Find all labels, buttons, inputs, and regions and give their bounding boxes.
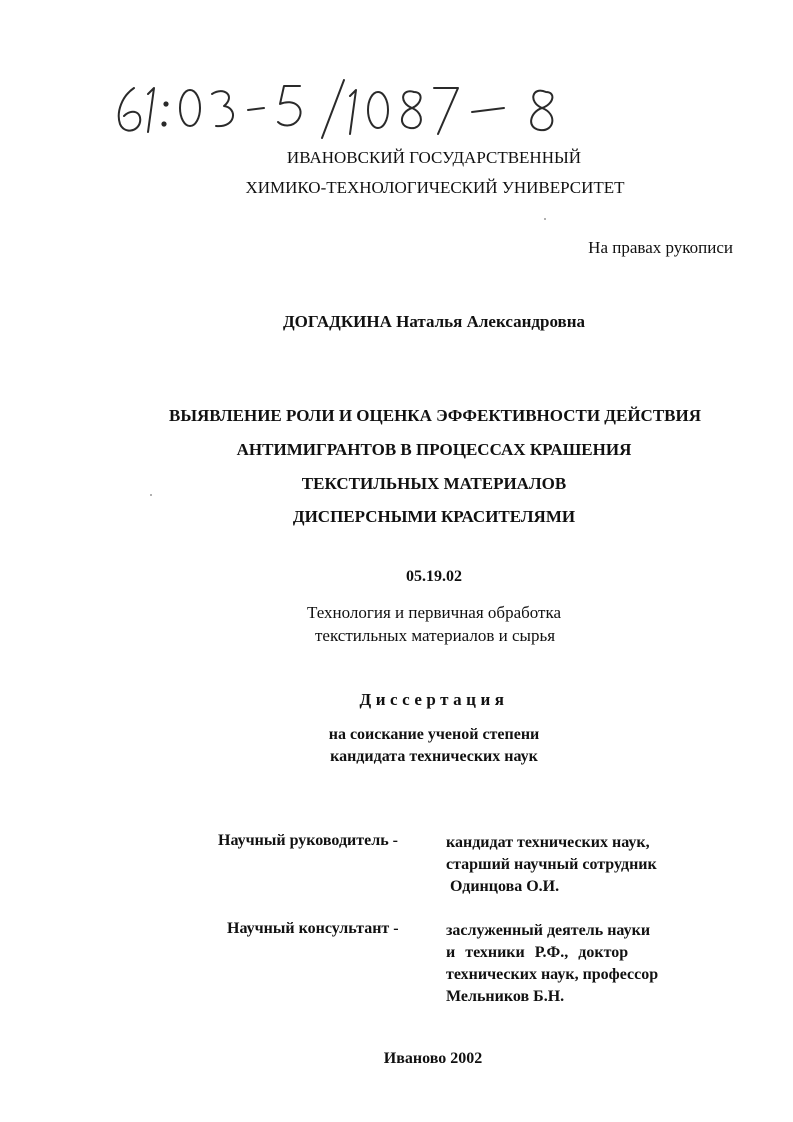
supervisor-detail-line: кандидат технических наук, [446,834,650,851]
specialty-code: 05.19.02 [406,568,462,585]
university-name-line-2: ХИМИКО-ТЕХНОЛОГИЧЕСКИЙ УНИВЕРСИТЕТ [245,178,625,197]
degree-line-1: на соискание ученой степени [328,726,540,743]
rights-note: На правах рукописи [588,238,733,257]
specialty-name-line-1: Технология и первичная обработка [306,603,562,622]
author-name: ДОГАДКИНА Наталья Александровна [282,312,585,331]
degree-line-2: кандидата технических наук [330,748,538,765]
thesis-title-line-2: АНТИМИГРАНТОВ В ПРОЦЕССАХ КРАШЕНИЯ [236,440,632,459]
consultant-label: Научный консультант - [227,920,399,937]
city-year: Иваново 2002 [383,1050,483,1067]
document-type: Диссертация [359,690,509,709]
scan-speck [544,218,546,220]
supervisor-name: Одинцова О.И. [450,878,560,895]
handwritten-archive-code [112,78,622,140]
supervisor-detail-line: старший научный сотрудник [446,856,657,873]
consultant-detail-line: заслуженный деятель науки [446,922,651,939]
thesis-title-line-4: ДИСПЕРСНЫМИ КРАСИТЕЛЯМИ [292,507,576,526]
university-name-line-1: ИВАНОВСКИЙ ГОСУДАРСТВЕННЫЙ [286,148,582,167]
supervisor-label: Научный руководитель - [218,832,398,849]
thesis-title-line-1: ВЫЯВЛЕНИЕ РОЛИ И ОЦЕНКА ЭФФЕКТИВНОСТИ ДЕЙСТВИЯ [168,406,701,425]
thesis-title-line-3: ТЕКСТИЛЬНЫХ МАТЕРИАЛОВ [301,474,567,493]
consultant-detail-line: и техники Р.Ф., доктор [446,944,629,961]
scan-speck [150,494,152,496]
specialty-name-line-2: текстильных материалов и сырья [314,626,556,645]
consultant-detail-line: технических наук, профессор [446,966,659,983]
consultant-name: Мельников Б.Н. [446,988,565,1005]
